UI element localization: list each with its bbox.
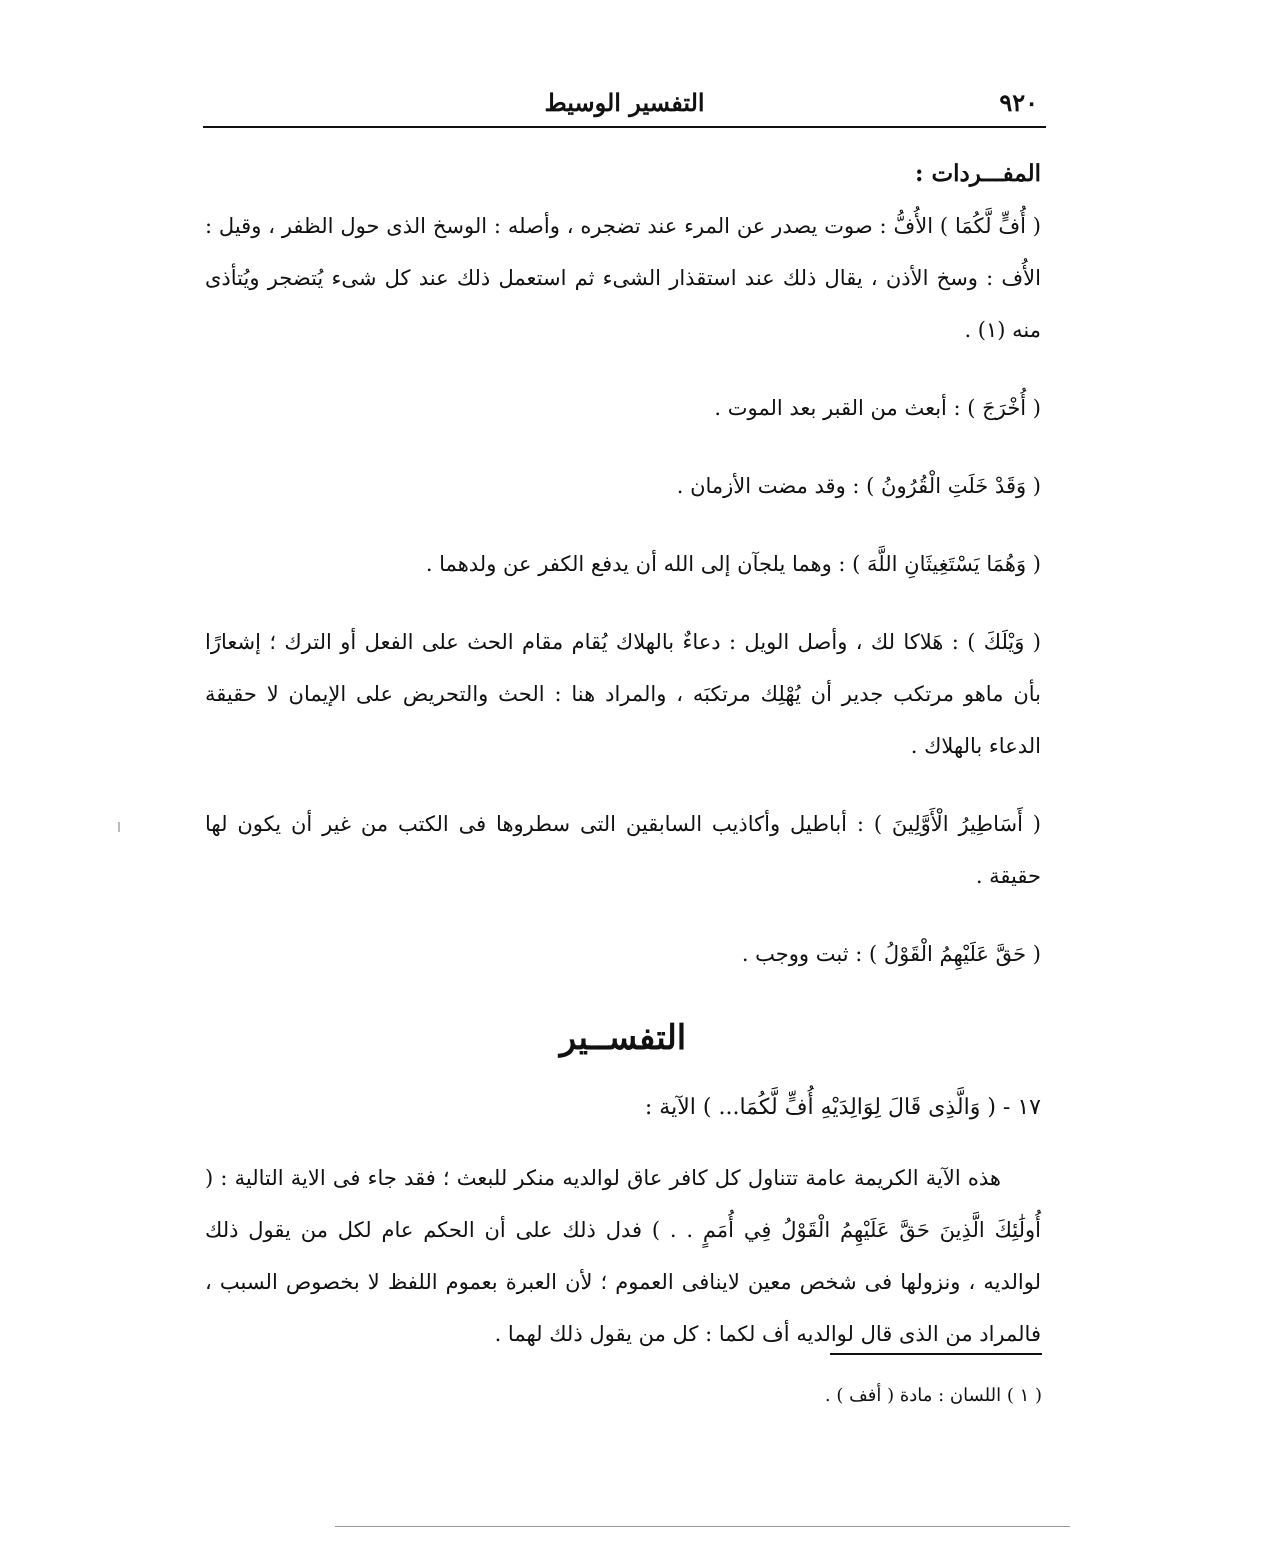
- scan-mark: [118, 822, 120, 832]
- bottom-edge-line: [335, 1526, 1070, 1527]
- vocabulary-entry-yastaghithan: [205, 538, 1041, 590]
- verse-heading: ١٧ - ( وَالَّذِى قَالَ لِوَالِدَيْهِ أُفٍّ لَّكُمَا... ) الآية :: [644, 1095, 1041, 1120]
- vocabulary-entry-text: ( وَقَدْ خَلَتِ الْقُرُونُ ) : وقد مضت الأزمان .: [676, 474, 1041, 498]
- vocabulary-entry-text: ( أُخْرَجَ ) : أبعث من القبر بعد الموت .: [714, 396, 1041, 420]
- page-number: ٩٢٠: [999, 88, 1038, 117]
- vocabulary-heading: المفـــردات :: [914, 160, 1041, 187]
- vocabulary-entry-ukhraj: [205, 382, 1041, 434]
- vocabulary-entry-qurun: [205, 460, 1041, 512]
- vocabulary-entry-uff: [205, 200, 1041, 356]
- tafsir-paragraph: هذه الآية الكريمة عامة تتناول كل كافر عاق لوالديه منكر للبعث ؛ فقد جاء فى الاية التالية : ( أُولَٰئِكَ الَّذِينَ حَقَّ عَلَيْهِمُ الْقَوْلُ فِي أُمَمٍ . . ) فدل ذلك على أن الحكم عام لكل من يقول ذلك لوالديه ، ونزولها فى شخص معين لاينافى العموم ؛ لأن العبرة بعموم اللفظ لا بخصوص السبب ، فالمراد من الذى قال لوالديه أف لكما : كل من يقول ذلك لهما .: [205, 1166, 1041, 1346]
- vocabulary-entry-asatir: [205, 798, 1041, 902]
- vocabulary-entry-text: ( أَسَاطِيرُ الْأَوَّلِينَ ) : أباطيل وأكاذيب السابقين التى سطروها فى الكتب من غير أن يكون لها حقيقة .: [205, 812, 1041, 888]
- vocabulary-entry-text: ( حَقَّ عَلَيْهِمُ الْقَوْلُ ) : ثبت ووجب .: [741, 942, 1041, 966]
- vocabulary-entry-text: ( وَهُمَا يَسْتَغِيثَانِ اللَّهَ ) : وهما يلجآن إلى الله أن يدفع الكفر عن ولدهما .: [425, 552, 1041, 576]
- page-body: [205, 148, 1041, 1360]
- tafsir-heading: التفســير: [559, 1018, 687, 1058]
- footnote-rule: [830, 1353, 1042, 1355]
- vocabulary-entry-waylak: [205, 616, 1041, 772]
- page-header: [203, 82, 1046, 126]
- footnote: ( ١ ) اللسان : مادة ( أفف ) .: [824, 1385, 1042, 1406]
- vocabulary-entry-text: ( وَيْلَكَ ) : هَلاكا لك ، وأصل الويل : دعاءٌ بالهلاك يُقام مقام الحث على الفعل أو الترك ؛ إشعارًا بأن ماهو مرتكب جدير أن يُهْلِك مرتكبَه ، والمراد هنا : الحث والتحريض على الإيمان لا حقيقة الدعاء بالهلاك .: [205, 630, 1041, 758]
- vocabulary-entry-text: ( أُفٍّ لَّكُمَا ) الأُفُّ : صوت يصدر عن المرء عند تضجره ، وأصله : الوسخ الذى حول الظفر ، وقيل : الأُف : وسخ الأذن ، يقال ذلك عند استقذار الشىء ثم استعمل ذلك عند كل شىء يُتضجر ويُتأذى منه (١) .: [205, 214, 1041, 342]
- header-rule: [203, 126, 1046, 128]
- vocabulary-entry-haqqa: [205, 928, 1041, 980]
- running-title: التفسير الوسيط: [544, 88, 705, 117]
